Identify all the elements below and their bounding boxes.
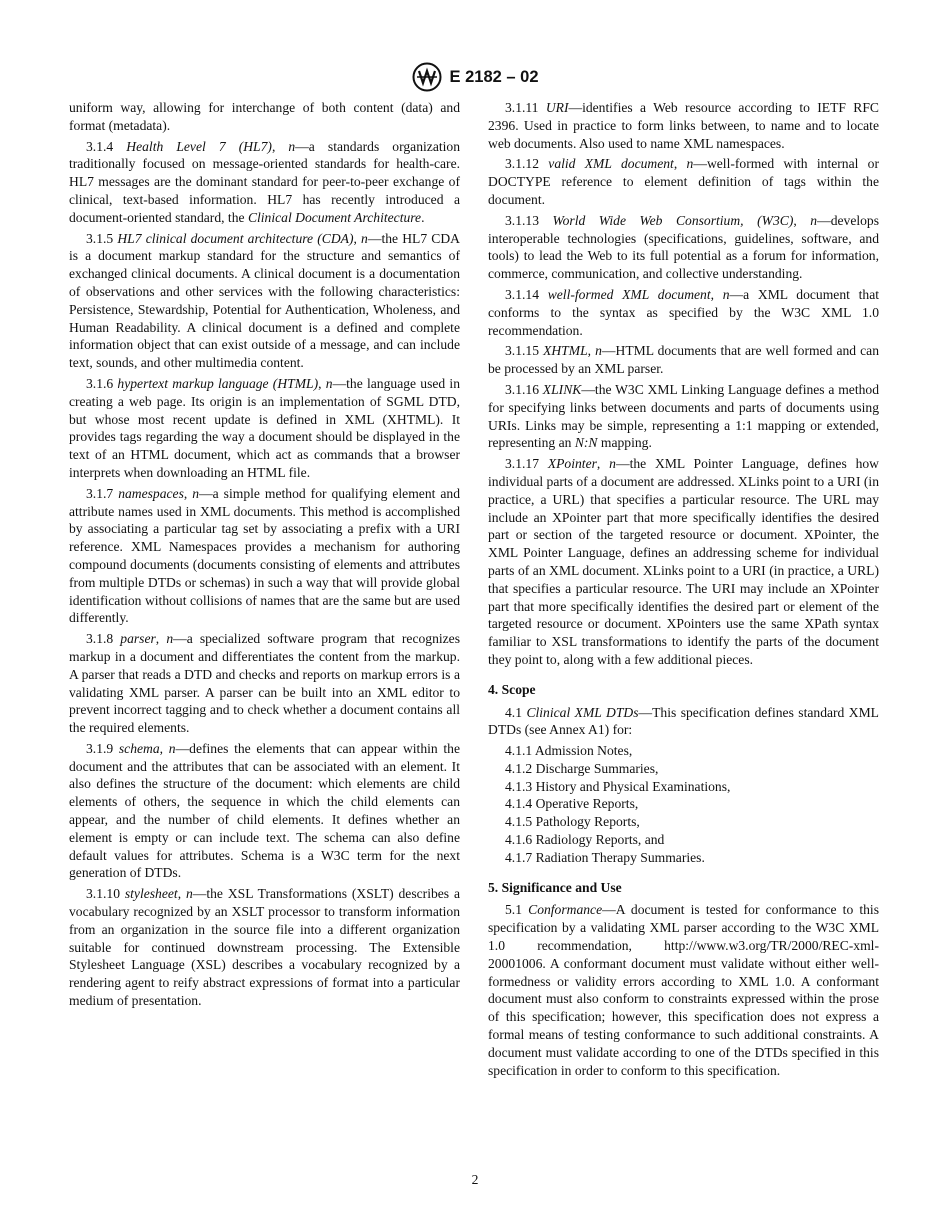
definition-3-1-15: 3.1.15 XHTML, n—HTML documents that are well formed and can be processed by an XML parser.	[488, 343, 879, 377]
definition-3-1-10: 3.1.10 stylesheet, n—the XSL Transformations (XSLT) describes a vocabulary recognized by an XSLT processor to transform information from an organization in the source file into a different organization suitable for continued downstream processing. The Extensible Stylesheet Language (XSL) describes a vocabulary recognized by a rendering agent to reify abstract expressions of format into a particular medium of presentation.	[69, 886, 460, 1009]
definition-3-1-6: 3.1.6 hypertext markup language (HTML), n—the language used in creating a web page. Its origin is an implementation of SGML DTD, but whose most recent update is defined in XML (XHTML). It provides tags regarding the way a document should be displayed in the text of an HTML document, which act as commands that a browser interprets when downloading an HTML file.	[69, 375, 461, 480]
definition-3-1-11: 3.1.11 URI—identifies a Web resource according to IETF RFC 2396. Used in practice to form links between, to name and to locate web documents. Also used to name XML namespaces.	[488, 100, 879, 151]
list-item: 4.1.6 Radiology Reports, and	[505, 832, 665, 848]
list-item: 4.1.7 Radiation Therapy Summaries.	[505, 849, 705, 865]
definition-3-1-8: 3.1.8 parser, n—a specialized software program that recognizes markup in a document and differentiates the content from the markup. A parser that reads a DTD and checks and reports on markup errors is a validating XML parser. A parser can be built into an XML editor to prevent incorrect tagging and to check whether a document contains all the required elements.	[69, 631, 461, 736]
section-heading-significance: 5. Significance and Use	[488, 879, 622, 895]
list-item: 4.1.5 Pathology Reports,	[505, 814, 640, 830]
right-column	[488, 99, 879, 1082]
definition-3-1-9: 3.1.9 schema, n—defines the elements that can appear within the document and the attributes that can be associated with an element. It also defines the structure of the document: which elements are child elements of others, the sequence in which the child elements can appear, and the number of child elements. It defines whether an element is empty or can include text. The schema can also define default values for attributes. Schema is a W3C term for the next generation of DTDs.	[69, 740, 460, 881]
definition-3-1-4: 3.1.4 Health Level 7 (HL7), n—a standards organization traditionally focused on message-oriented standards for health-care. HL7 messages are the dominant standard for peer-to-peer exchange of clinical, text-based information. HL7 has recently introduced a document-oriented standard, the Clinical Document Architecture.	[69, 138, 461, 225]
list-item: 4.1.2 Discharge Summaries,	[505, 760, 659, 776]
page-number: 2	[471, 1172, 479, 1187]
definition-3-1-5: 3.1.5 HL7 clinical document architecture (CDA), n—the HL7 CDA is a document markup standard for the structure and semantics of exchanged clinical documents. A clinical document is a documentation of observations and other services with the following characteristics: Persistence, Stewardship, Potential for Authentication, Wholeness, and Human Readability. A clinical document is a defined and complete information object that can exist outside of a message, and can include text, sounds, and other multimedia content.	[69, 230, 460, 371]
definition-3-1-17: 3.1.17 XPointer, n—the XML Pointer Language, defines how individual parts of a document are addressed. XLinks point to a URI (in practice, a URL) that specifies a particular resource. The URL may include an XPointer part that more specifically identifies the desired part or section of the targeted resource or document. XPointer, the XML Pointer Language, defines an addressing scheme for individual parts of an XML document. XLinks point to a URI (in practice, a URL) that specifies a particular resource. The URI may include an XPointer part that more specifically identifies the desired part or element of the targeted resource or document. XPointers use the same XPath syntax familiar to XSL transformations to identify the parts of the document they point to, along with a few additional pieces.	[488, 456, 879, 667]
definition-3-1-13: 3.1.13 World Wide Web Consortium, (W3C), n—develops interoperable technologies (specifications, guidelines, software, and tools) to lead the Web to its full potential as a forum for information, commerce, communication, and collective understanding.	[488, 212, 880, 282]
list-item: 4.1.3 History and Physical Examinations,	[505, 778, 731, 794]
section-heading-scope: 4. Scope	[488, 681, 536, 697]
scope-list	[488, 742, 879, 867]
definition-3-1-14: 3.1.14 well-formed XML document, n—a XML document that conforms to the syntax as specified by the W3C XML 1.0 recommendation.	[488, 286, 880, 338]
definition-3-1-7: 3.1.7 namespaces, n—a simple method for qualifying element and attribute names used in XML documents. This method is accomplished by associating a particular tag set by associating a prefix with a URI reference. XML Namespaces provides a mechanism for authoring compound documents (documents consisting of elements and attributes from multiple DTDs or schemas) in such a way that will provide global identification without collisions of names that are the same but are used differently.	[69, 485, 461, 626]
astm-logo-icon	[412, 62, 442, 92]
left-column	[69, 99, 460, 1013]
standard-designation: E 2182 – 02	[449, 67, 539, 86]
paragraph-4-1: 4.1 Clinical XML DTDs—This specification defines standard XML DTDs (see Annex A1) for:	[488, 704, 879, 738]
list-item: 4.1.4 Operative Reports,	[505, 796, 639, 812]
continued-paragraph: uniform way, allowing for interchange of both content (data) and format (metadata).	[69, 100, 460, 133]
paragraph-5-1: 5.1 Conformance—A document is tested for conformance to this specification by a validating XML parser according to the W3C XML 1.0 recommendation, http://www.w3.org/TR/2000/REC-xml-20001006. A conformant document must validate without either well-formedness or validity errors according to XML 1.0. A conformant document must also conform to constraints expressed within the prose of this specification; however, this specification does not express a formal means of testing conformance to such additional constraints. A document must validate according to one of the DTDs specified in this specification in order to conform to this specification.	[488, 902, 880, 1078]
list-item: 4.1.1 Admission Notes,	[505, 743, 633, 759]
definition-3-1-12: 3.1.12 valid XML document, n—well-formed with internal or DOCTYPE reference to element definition of tags within the document.	[488, 156, 880, 207]
definition-3-1-16: 3.1.16 XLINK—the W3C XML Linking Language defines a method for specifying links between documents and parts of documents using URIs. Links may be simple, representing a 1:1 mapping or extended, representing an N:N mapping.	[488, 381, 879, 451]
page-header	[0, 62, 950, 92]
